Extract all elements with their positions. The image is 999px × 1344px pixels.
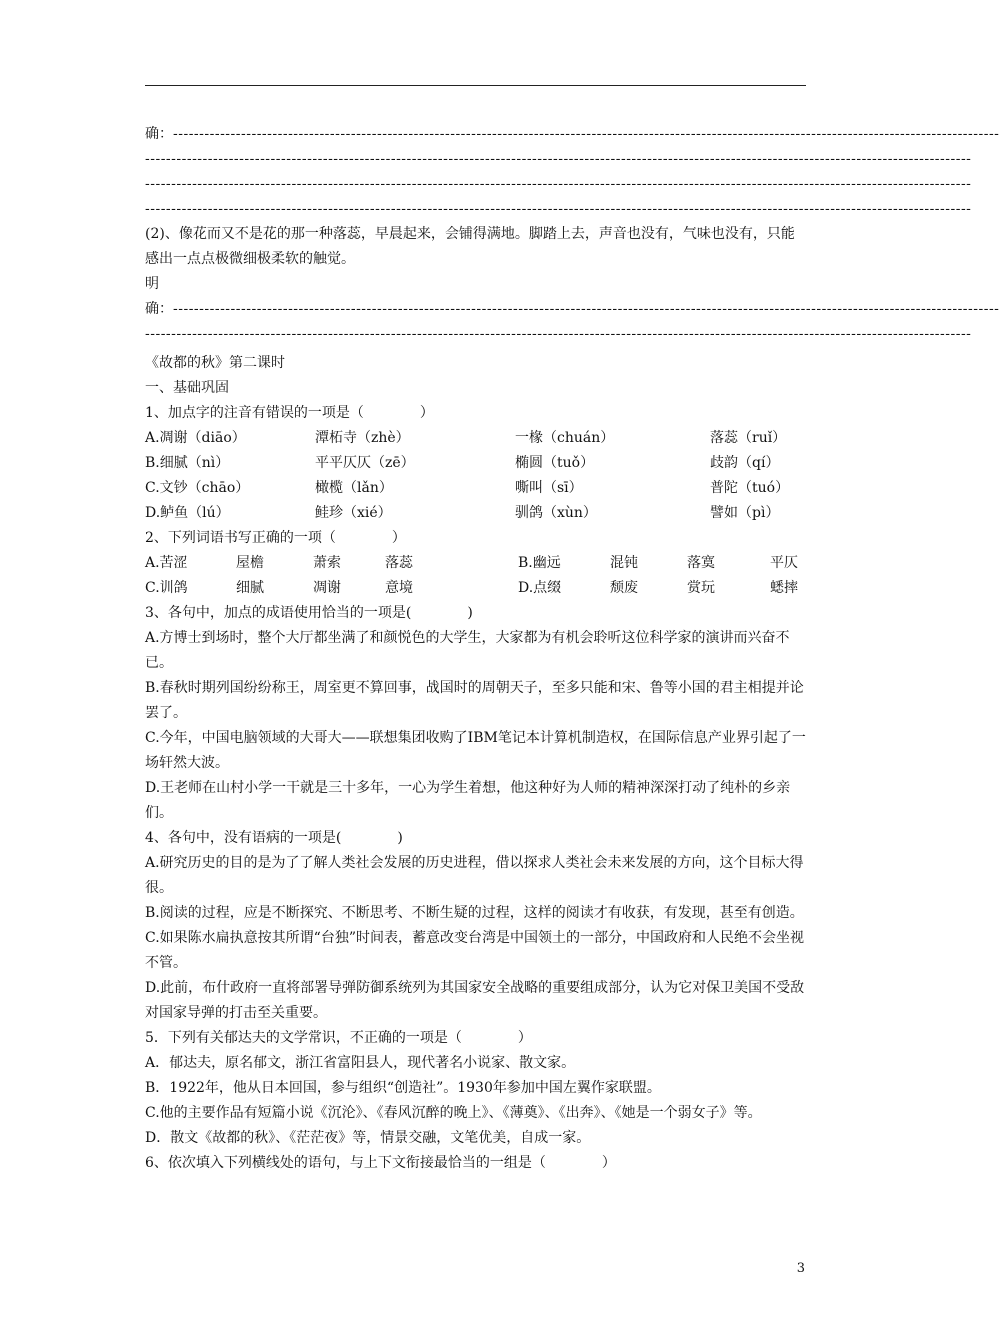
answer-label-line: 明 xyxy=(145,276,159,292)
question-4-option-b: B.阅读的过程，应是不断探究、不断思考、不断生疑的过程，这样的阅读才有收获，有发现，甚至有创造。 xyxy=(145,905,804,921)
option-item: 驯鸽（xùn） xyxy=(515,505,597,521)
word-item: A.苦涩 xyxy=(145,555,188,571)
answer-blank: -------------------------------------------------------------------------------------------------------------------------------------------------------------- xyxy=(145,326,972,342)
word-item: 意境 xyxy=(385,580,413,596)
question-5-option-a: A．郁达夫，原名郁文，浙江省富阳县人，现代著名小说家、散文家。 xyxy=(145,1055,576,1071)
word-item: 萧索 xyxy=(313,555,341,571)
question-2-row-cd xyxy=(145,576,807,601)
question-4-option-a: A.研究历史的目的是为了了解人类社会发展的历史进程，借以探求人类社会未来发展的方向，这个目标大得很。 xyxy=(145,855,804,896)
word-item: C.训鸽 xyxy=(145,580,188,596)
document-body xyxy=(145,122,999,1176)
question-5-option-d: D．散文《故都的秋》、《茫茫夜》等，情景交融，文笔优美，自成一家。 xyxy=(145,1130,591,1146)
option-item: 潭柘寺（zhè） xyxy=(315,430,410,446)
answer-blank: -------------------------------------------------------------------------------------------------------------------------------------------------------------- xyxy=(173,126,999,142)
option-item: 落蕊（ruǐ） xyxy=(710,430,787,446)
word-item: B.幽远 xyxy=(518,555,561,571)
option-item: B.细腻（nì） xyxy=(145,455,230,471)
answer-label: 确： xyxy=(145,301,173,317)
question-4-stem: 4、各句中，没有语病的一项是( ) xyxy=(145,830,403,846)
option-item: C.文钞（chāo） xyxy=(145,480,250,496)
option-item: 椭圆（tuǒ） xyxy=(515,455,595,471)
answer-label: 确： xyxy=(145,126,173,142)
word-item: D.点缀 xyxy=(518,580,562,596)
option-item: A.凋谢（diāo） xyxy=(145,430,246,446)
header-rule xyxy=(145,85,806,86)
option-item: 普陀（tuó） xyxy=(710,480,790,496)
question-5-option-b: B．1922年，他从日本回国，参与组织“创造社”。1930年参加中国左翼作家联盟。 xyxy=(145,1080,661,1096)
answer-line-4 xyxy=(145,197,972,222)
answer-line-2 xyxy=(145,147,972,172)
option-item: 譬如（pì） xyxy=(710,505,780,521)
answer-line-1 xyxy=(145,122,999,147)
word-item: 落蕊 xyxy=(385,555,413,571)
word-item: 混钝 xyxy=(610,555,638,571)
answer-line-6 xyxy=(145,322,972,347)
question-5-stem: 5．下列有关郁达夫的文学常识，不正确的一项是（ ） xyxy=(145,1030,532,1046)
question-1-row-c xyxy=(145,476,807,501)
page-number: 3 xyxy=(796,1261,805,1276)
word-item: 颓废 xyxy=(610,580,638,596)
lesson-title: 《故都的秋》第二课时 xyxy=(145,355,285,371)
question-2-stem: 2、下列词语书写正确的一项（ ） xyxy=(145,530,406,546)
question-1-row-d xyxy=(145,501,807,526)
option-item: D.鲈鱼（lú） xyxy=(145,505,230,521)
answer-blank: -------------------------------------------------------------------------------------------------------------------------------------------------------------- xyxy=(173,301,999,317)
question-6-stem: 6、依次填入下列横线处的语句，与上下文衔接最恰当的一组是（ ） xyxy=(145,1155,616,1171)
answer-blank: -------------------------------------------------------------------------------------------------------------------------------------------------------------- xyxy=(145,151,972,167)
question-3-option-b: B.春秋时期列国纷纷称王，周室更不算回事，战国时的周朝天子，至多只能和宋、鲁等小国的君主相提并论罢了。 xyxy=(145,680,804,721)
question-1-row-a xyxy=(145,426,807,451)
question-3-stem: 3、各句中，加点的成语使用恰当的一项是( ) xyxy=(145,605,473,621)
question-1-stem: 1、加点字的注音有错误的一项是（ ） xyxy=(145,405,434,421)
question-4-option-d: D.此前，布什政府一直将部署导弹防御系统列为其国家安全战略的重要组成部分，认为它对保卫美国不受敌对国家导弹的打击至关重要。 xyxy=(145,980,805,1021)
quote-paragraph: (2)、像花而又不是花的那一种落蕊，早晨起来，会铺得满地。脚踏上去，声音也没有，气味也没有，只能感出一点点极微细极柔软的触觉。 xyxy=(145,226,795,267)
option-item: 歧韵（qí） xyxy=(710,455,780,471)
word-item: 蟋摔 xyxy=(770,580,798,596)
question-3-option-a: A.方博士到场时，整个大厅都坐满了和颜悦色的大学生，大家都为有机会聆听这位科学家的演讲而兴奋不已。 xyxy=(145,630,790,671)
question-3-option-c: C.今年，中国电脑领域的大哥大——联想集团收购了IBM笔记本计算机制造权，在国际信息产业界引起了一场轩然大波。 xyxy=(145,730,806,771)
option-item: 一椽（chuán） xyxy=(515,430,615,446)
word-item: 赏玩 xyxy=(687,580,715,596)
question-1-row-b xyxy=(145,451,807,476)
option-item: 嘶叫（sī） xyxy=(515,480,583,496)
question-3-option-d: D.王老师在山村小学一干就是三十多年，一心为学生着想，他这种好为人师的精神深深打动了纯朴的乡亲们。 xyxy=(145,780,791,821)
answer-blank: -------------------------------------------------------------------------------------------------------------------------------------------------------------- xyxy=(145,176,972,192)
word-item: 平仄 xyxy=(770,555,798,571)
option-item: 橄榄（lǎn） xyxy=(315,480,393,496)
word-item: 落寞 xyxy=(687,555,715,571)
option-item: 平平仄仄（zē） xyxy=(315,455,415,471)
word-item: 细腻 xyxy=(236,580,264,596)
answer-blank: -------------------------------------------------------------------------------------------------------------------------------------------------------------- xyxy=(145,201,972,217)
section-heading: 一、基础巩固 xyxy=(145,380,229,396)
answer-line-5 xyxy=(145,297,999,322)
answer-line-3 xyxy=(145,172,972,197)
question-5-option-c: C.他的主要作品有短篇小说《沉沦》、《春风沉醉的晚上》、《薄奠》、《出奔》、《她是一个弱女子》等。 xyxy=(145,1105,762,1121)
question-4-option-c: C.如果陈水扁执意按其所谓“台独”时间表，蓄意改变台湾是中国领土的一部分，中国政府和人民绝不会坐视不管。 xyxy=(145,930,804,971)
word-item: 凋谢 xyxy=(313,580,341,596)
question-2-row-ab xyxy=(145,551,807,576)
option-item: 鲑珍（xié） xyxy=(315,505,392,521)
word-item: 屋檐 xyxy=(236,555,264,571)
